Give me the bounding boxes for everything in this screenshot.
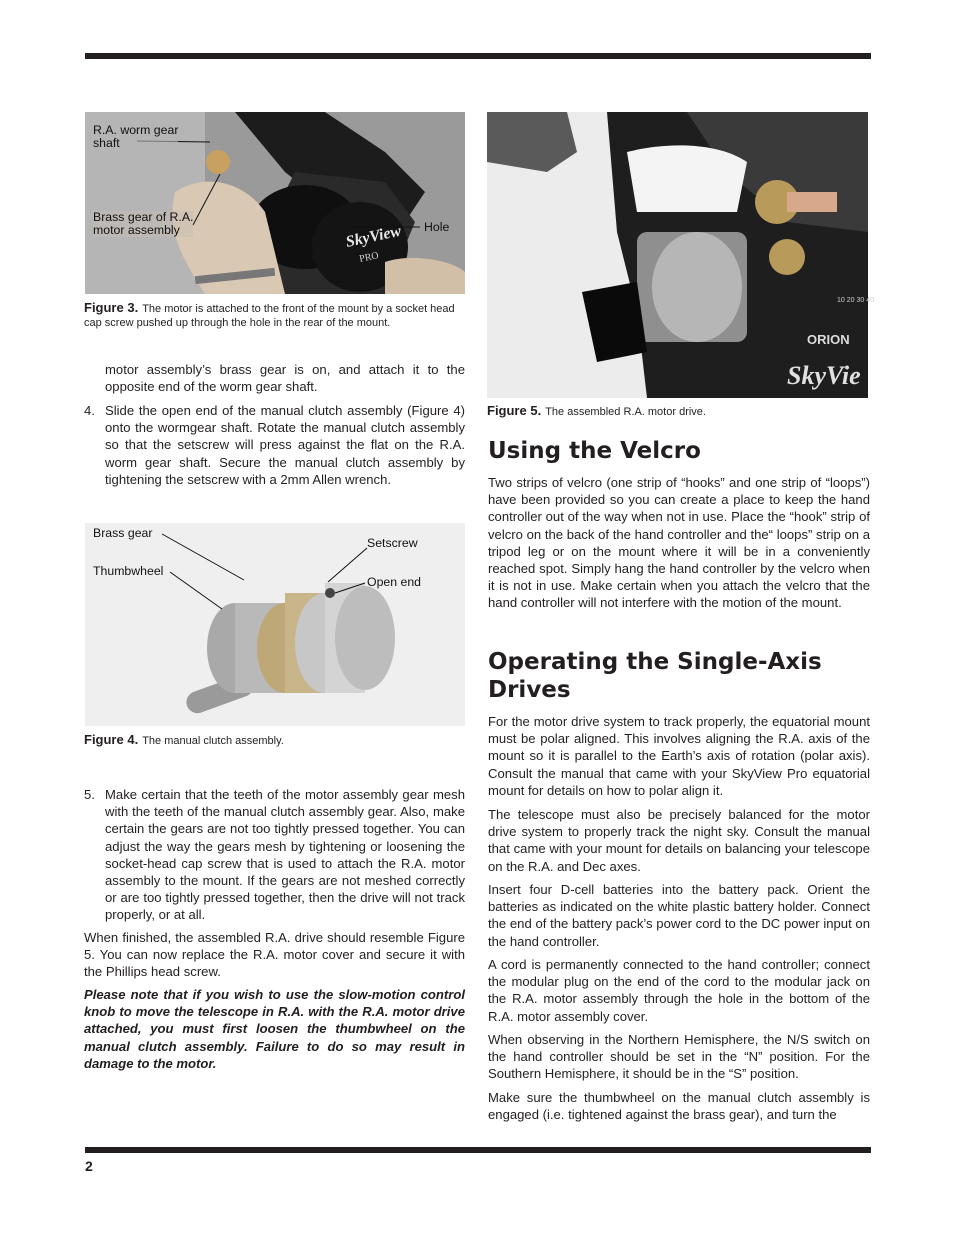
operating-paragraph-6: Make sure the thumbwheel on the manual clutch assembly is engaged (i.e. tightened against the brass gear), and turn the	[488, 1090, 870, 1123]
figure-4-photo	[85, 523, 465, 726]
step-5	[84, 786, 465, 924]
figure-3-photo	[85, 112, 465, 294]
figure-4-caption-text: The manual clutch assembly.	[142, 735, 284, 747]
figure-3-caption-text: The motor is attached to the front of the mount by a socket head cap screw pushed up through the hole in the rear of the mount.	[84, 303, 455, 329]
figure-5-caption	[487, 404, 869, 419]
heading-using-velcro: Using the Velcro	[488, 438, 701, 464]
figure-4-illustration	[85, 523, 465, 726]
page-number: 2	[85, 1158, 93, 1174]
label-setscrew: Setscrew	[367, 536, 418, 550]
operating-paragraph-2: The telescope must also be precisely balanced for the motor drive system to properly track the night sky. Consult the manual that came with your mount for details on balancing your telescope on the R.A. and Dec axes.	[488, 807, 870, 874]
step-4-text: Slide the open end of the manual clutch assembly (Figure 4) onto the wormgear shaft. Rotate the manual clutch assembly so that the setscrew will press against the flat on the R.A. worm gear shaft. Secure the manual clutch assembly by tightening the setscrew with a 2mm Allen wrench.	[105, 403, 465, 487]
label-open-end: Open end	[367, 575, 422, 589]
svg-text:ORION: ORION	[807, 332, 850, 347]
label-hole: Hole	[424, 220, 450, 234]
figure-3-caption	[84, 301, 466, 330]
finished-paragraph: When finished, the assembled R.A. drive should resemble Figure 5. You can now replace the R.A. motor cover and secure it with the Phillips head screw.	[84, 930, 465, 980]
svg-text:SkyVie: SkyVie	[787, 361, 861, 390]
step-4	[84, 402, 465, 488]
operating-paragraph-1: For the motor drive system to track properly, the equatorial mount must be polar aligned. This involves aligning the R.A. axis of the mount so it is parallel to the Earth’s axis of rotation (polar axis). Consult the manual that came with your SkyView Pro equatorial mount for details on how to polar align it.	[488, 714, 870, 798]
svg-text:SkyView: SkyView	[344, 222, 403, 251]
figure-5-caption-text: The assembled R.A. motor drive.	[545, 406, 706, 418]
label-thumbwheel: Thumbwheel	[93, 564, 164, 578]
figure-5-photo	[487, 112, 874, 398]
top-rule	[85, 53, 871, 59]
label-brass-gear: Brass gear	[93, 526, 153, 540]
figure-3-label: Figure 3.	[84, 300, 139, 315]
figure-4-caption	[84, 733, 466, 748]
bottom-rule	[85, 1147, 871, 1153]
label-worm-gear-shaft: R.A. worm gear shaft	[93, 123, 179, 150]
velcro-paragraph: Two strips of velcro (one strip of “hooks” and one strip of “loops”) have been provided so you can create a place to keep the hand controller out of the way when not in use. Place the “hook” strip of velcro on the back of the hand controller and the“ loops” strip on a tripod leg or on the mount where it will be in a conveniently reached spot. Simply hang the hand controller by the velcro when it is not in use. Make certain when you attach the velcro that the hand controller will not interfere with the motion of the mount.	[488, 475, 870, 611]
operating-paragraph-4: A cord is permanently connected to the hand controller; connect the modular plug on the end of the cord to the modular jack on the R.A. motor assembly through the hole in the bottom of the R.A. motor assembly cover.	[488, 957, 870, 1024]
continued-step-text: motor assembly’s brass gear is on, and attach it to the opposite end of the worm gear shaft.	[105, 362, 465, 395]
figure-5-label: Figure 5.	[487, 403, 542, 418]
label-brass-gear-motor: Brass gear of R.A. motor assembly	[93, 210, 194, 237]
step-5-number: 5.	[84, 787, 95, 802]
operating-paragraph-3: Insert four D-cell batteries into the battery pack. Orient the batteries as indicated on the white plastic battery holder. Connect the end of the battery pack’s power cord to the DC power input on the hand controller.	[488, 882, 870, 949]
figure-5-illustration	[487, 112, 874, 398]
warning-note: Please note that if you wish to use the slow-motion control knob to move the telescope in R.A. with the R.A. motor drive attached, you must first loosen the thumbwheel on the manual clutch assembly. Failure to do so may result in damage to the motor.	[84, 987, 465, 1071]
figure-4-label: Figure 4.	[84, 732, 139, 747]
heading-operating-drives: Operating the Single-Axis Drives	[488, 649, 822, 703]
step-4-number: 4.	[84, 403, 95, 418]
step-5-text: Make certain that the teeth of the motor assembly gear mesh with the teeth of the manual clutch assembly gear. Also, make certain the gears are not too tightly pressed together. You can adjust the way the gears mesh by tightening or loosening the socket-head cap screw that is used to attach the R.A. motor assembly to the mount. If the gears are not meshed correctly or are too tightly pressed together, then the drive will not track properly, or at all.	[105, 787, 465, 923]
svg-text:PRO: PRO	[358, 250, 380, 265]
svg-text:10 20 30 40: 10 20 30 40	[837, 297, 874, 304]
operating-paragraph-5: When observing in the Northern Hemisphere, the N/S switch on the hand controller should be set in the “N” position. For the Southern Hemisphere, it should be in the “S” position.	[488, 1032, 870, 1082]
